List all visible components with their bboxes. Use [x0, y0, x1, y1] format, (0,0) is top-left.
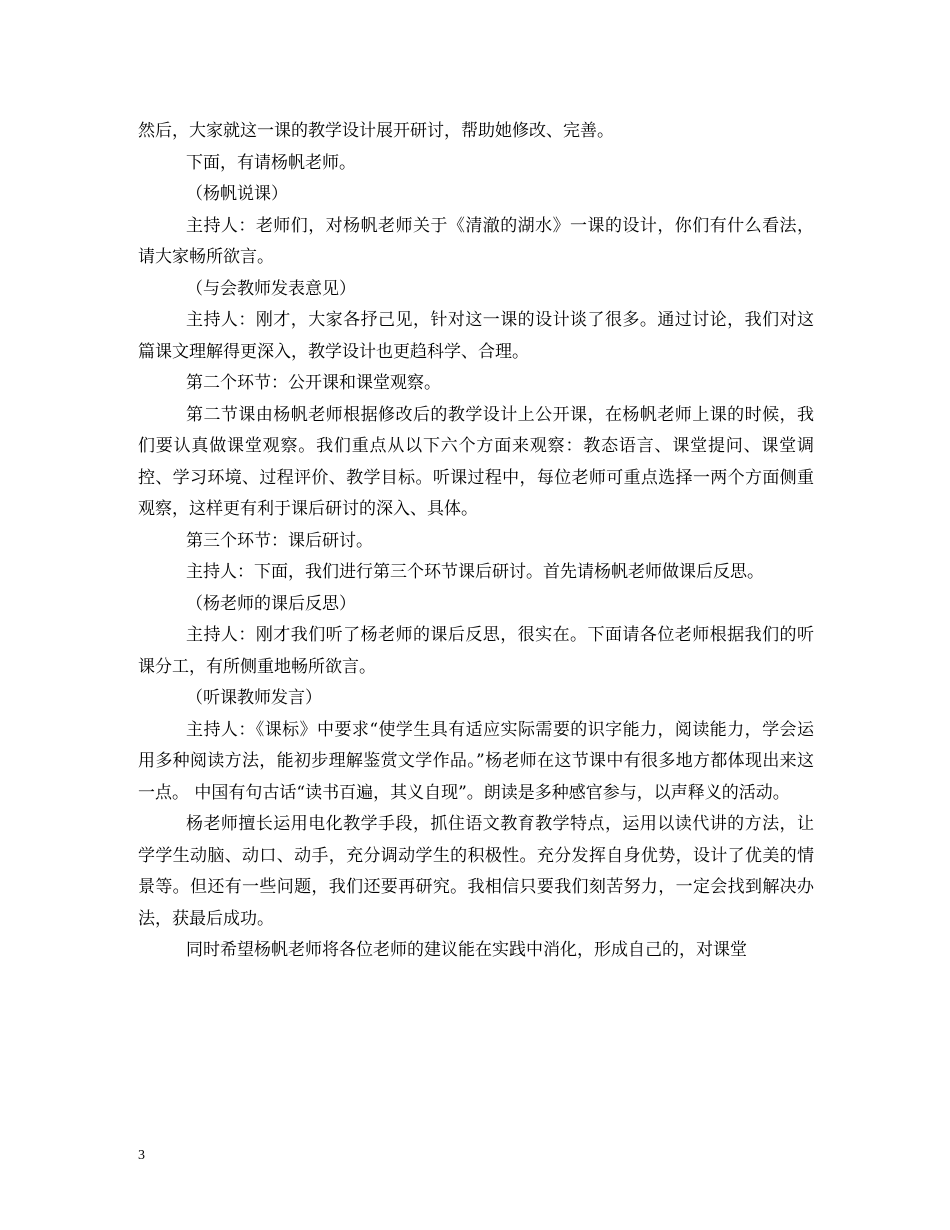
paragraph-4: 主持人：老师们，对杨帆老师关于《清澈的湖水》一课的设计，你们有什么看法，请大家畅所欲言。 — [138, 215, 814, 267]
paragraph-1: 然后，大家就这一课的教学设计展开研讨，帮助她修改、完善。 — [138, 121, 614, 141]
paragraph-12: 主持人：刚才我们听了杨老师的课后反思，很实在。下面请各位老师根据我们的听课分工，有所侧重地畅所欲言。 — [138, 625, 814, 677]
paragraph-9: 第三个环节：课后研讨。 — [186, 530, 373, 551]
paragraph-15: 杨老师擅长运用电化教学手段，抓住语文教育教学特点，运用以读代讲的方法，让学学生动脑、动口、动手，充分调动学生的积极性。充分发挥自身优势，设计了优美的情景等。但还有一些问题，我们还要再研究。我相信只要我们刻苦努力，一定会找到解决办法，获最后成功。 — [138, 814, 814, 929]
paragraph-10: 主持人：下面，我们进行第三个环节课后研讨。首先请杨帆老师做课后反思。 — [186, 562, 764, 582]
paragraph-6: 主持人：刚才，大家各抒己见，针对这一课的设计谈了很多。通过讨论，我们对这篇课文理解得更深入，教学设计也更趋科学、合理。 — [138, 310, 814, 362]
page-number: 3 — [138, 1148, 145, 1163]
document-body — [138, 116, 814, 967]
paragraph-14: 主持人：《课标》中要求“使学生具有适应实际需要的识字能力，阅读能力，学会运用多种阅读方法，能初步理解鉴赏文学作品。”杨老师在这节课中有很多地方都体现出来这一点。 中国有句古话“读书百遍，其义自现”。朗读是多种感官参与，以声释义的活动。 — [138, 719, 814, 803]
paragraph-2: 下面，有请杨帆老师。 — [186, 152, 356, 173]
paragraph-16: 同时希望杨帆老师将各位老师的建议能在实践中消化，形成自己的，对课堂 — [186, 940, 747, 960]
paragraph-7: 第二个环节：公开课和课堂观察。 — [186, 373, 441, 393]
paragraph-11: （杨老师的课后反思） — [186, 593, 356, 614]
paragraph-8: 第二节课由杨帆老师根据修改后的教学设计上公开课，在杨帆老师上课的时候，我们要认真做课堂观察。我们重点从以下六个方面来观察：教态语言、课堂提问、课堂调控、学习环境、过程评价、教学目标。听课过程中，每位老师可重点选择一两个方面侧重观察，这样更有利于课后研讨的深入、具体。 — [138, 404, 814, 519]
paragraph-5: （与会教师发表意见） — [186, 278, 356, 299]
paragraph-3: （杨帆说课） — [186, 184, 288, 204]
paragraph-13: （听课教师发言） — [186, 688, 322, 708]
